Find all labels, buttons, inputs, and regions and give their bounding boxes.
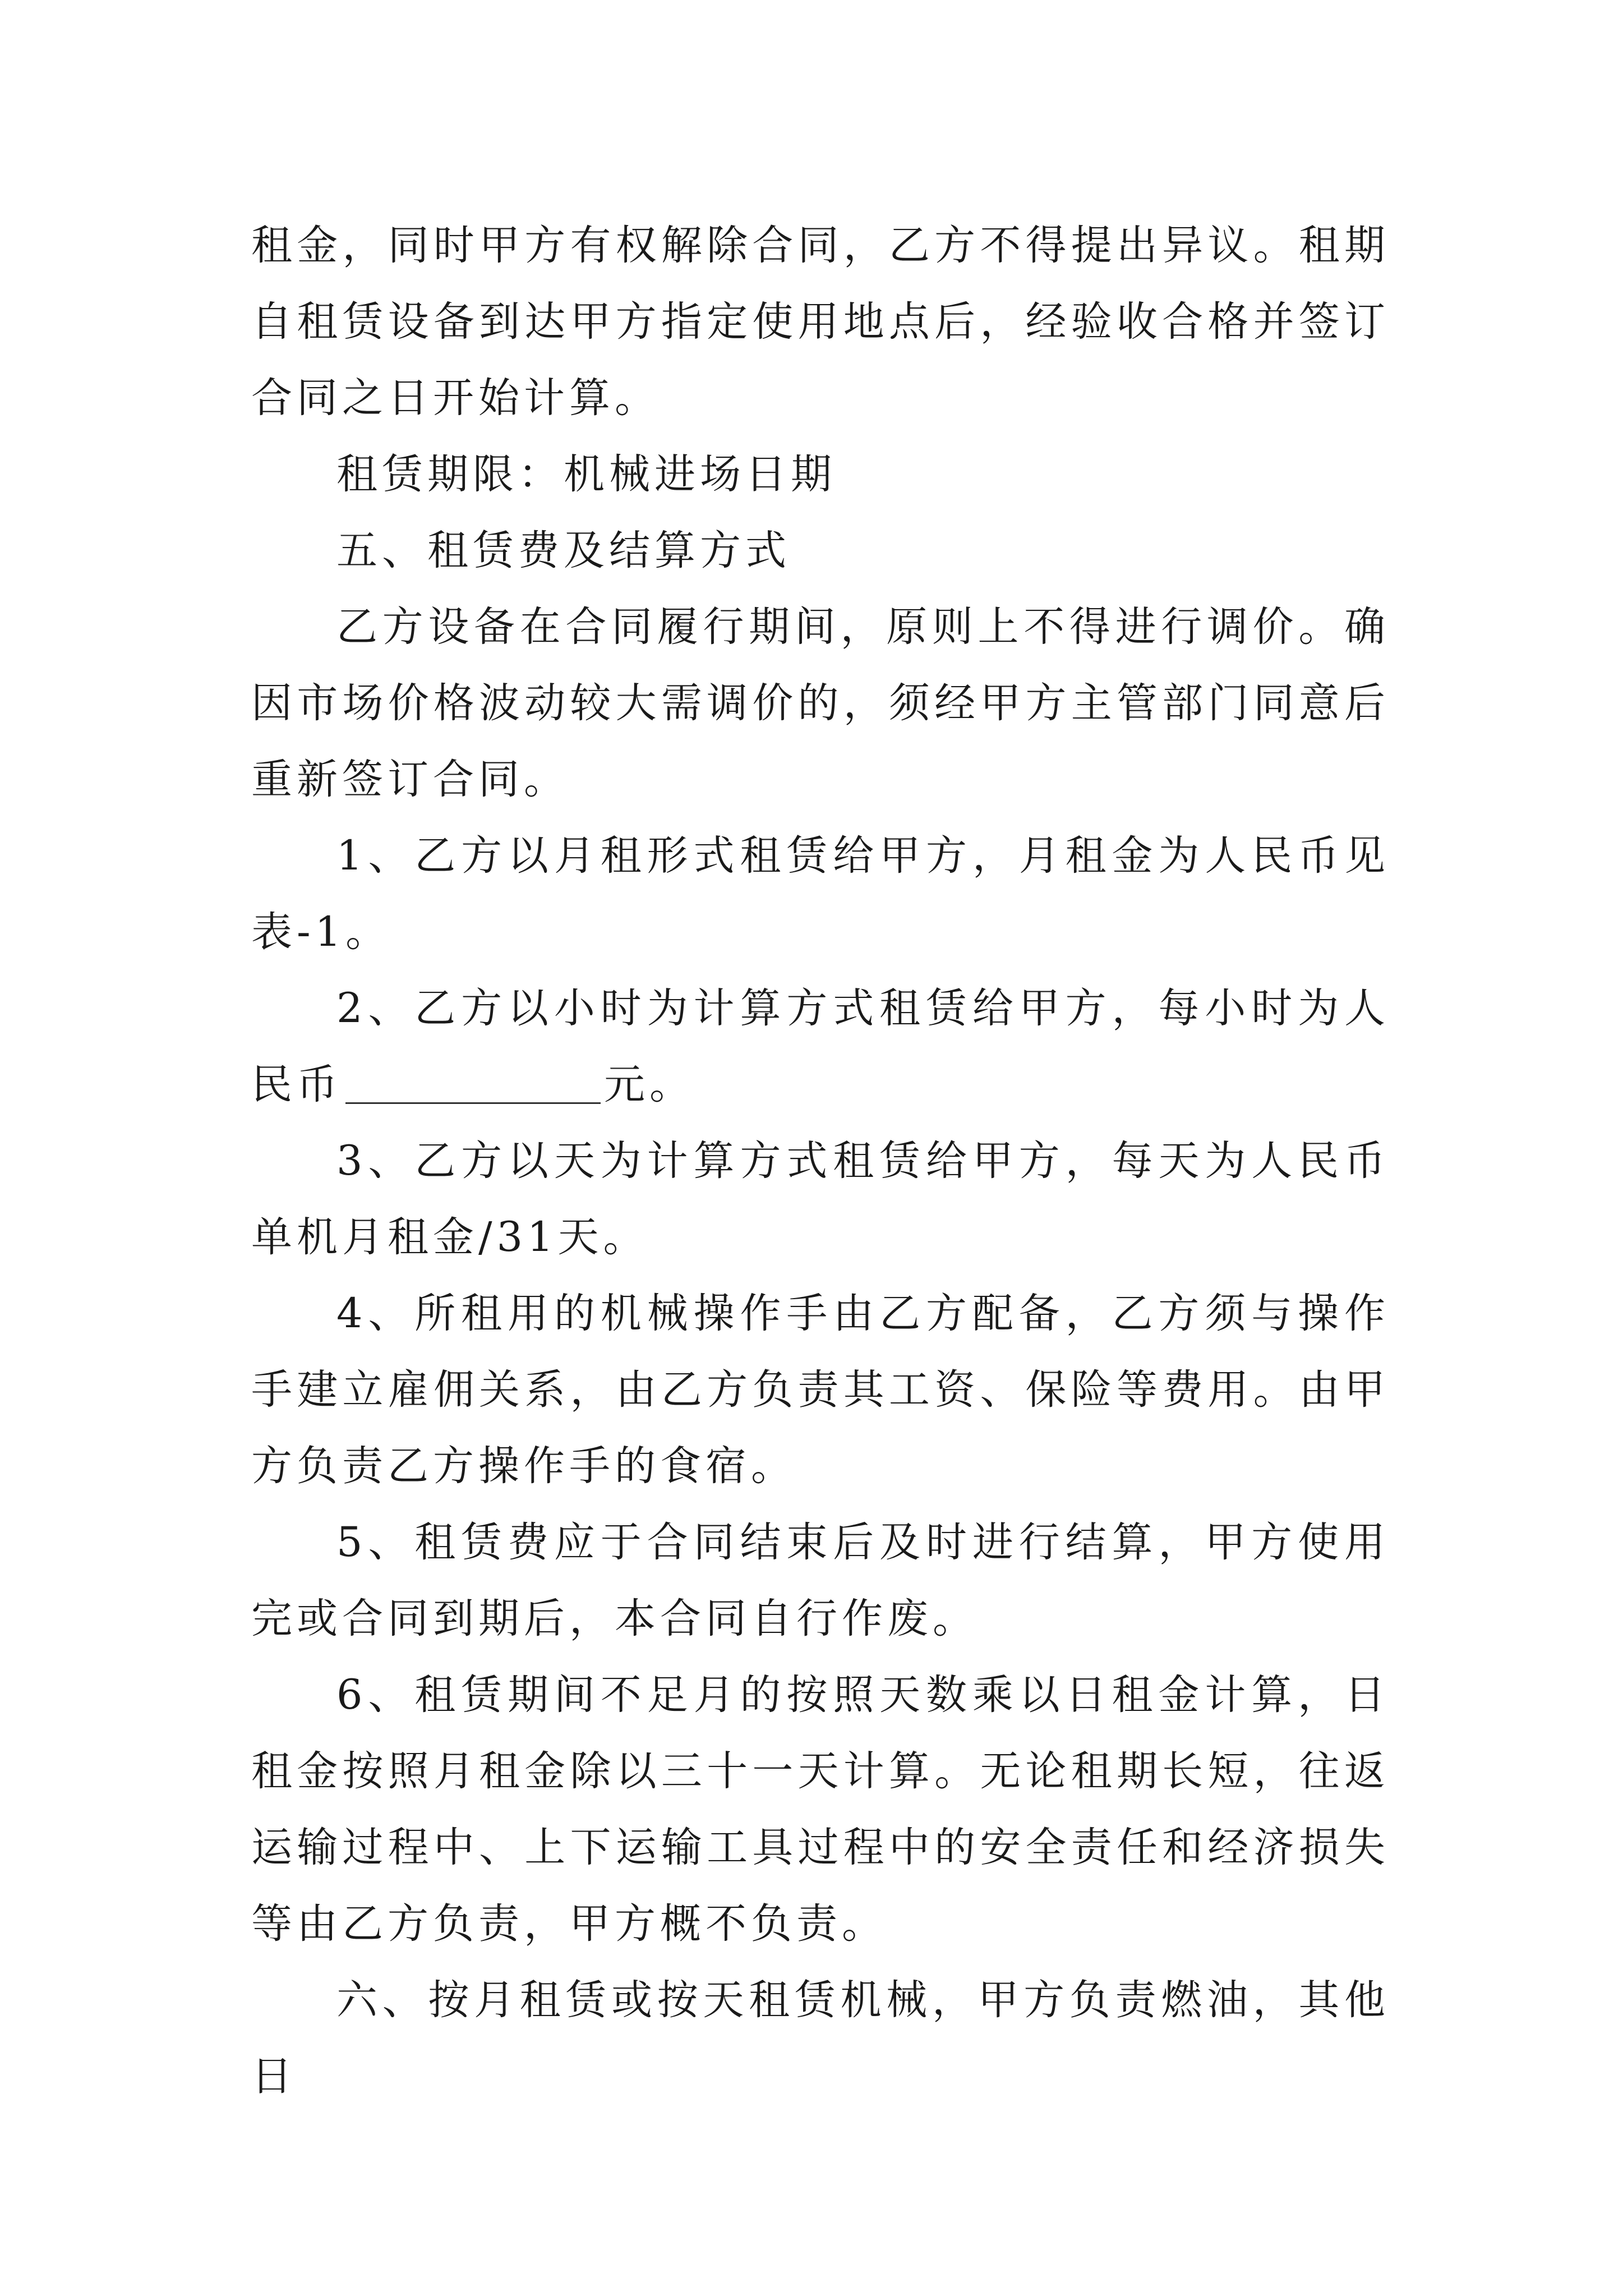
clause-2-text-before: 2、乙方以小时为计算方式租赁给甲方，每小时为人民币 — [251, 984, 1390, 1108]
clause-4-operator: 4、所租用的机械操作手由乙方配备，乙方须与操作手建立雇佣关系，由乙方负责其工资、保险等费用。由甲方负责乙方操作手的食宿。 — [251, 1290, 1390, 1490]
section-heading-fuel: 六、按月租赁或按天租赁机械，甲方负责燃油，其他日 — [251, 1976, 1390, 2100]
paragraph-price-adjustment: 乙方设备在合同履行期间，原则上不得进行调价。确因市场价格波动较大需调价的，须经甲方主管部门同意后重新签订合同。 — [251, 603, 1390, 803]
clause-6-partial-month: 6、租赁期间不足月的按照天数乘以日租金计算，日租金按照月租金除以三十一天计算。无论租期长短，往返运输过程中、上下运输工具过程中的安全责任和经济损失等由乙方负责，甲方概不负责。 — [251, 1671, 1390, 1948]
document-body — [251, 208, 1390, 2115]
clause-3-daily-rent: 3、乙方以天为计算方式租赁给甲方，每天为人民币单机月租金/31天。 — [251, 1137, 1390, 1261]
fill-in-blank-hourly-rate — [345, 1063, 601, 1104]
section-heading-fees-settlement: 五、租赁费及结算方式 — [336, 527, 791, 574]
paragraph-rent-termination: 租金，同时甲方有权解除合同，乙方不得提出异议。租期自租赁设备到达甲方指定使用地点后，经验收合格并签订合同之日开始计算。 — [251, 222, 1390, 422]
clause-1-monthly-rent: 1、乙方以月租形式租赁给甲方，月租金为人民币见表-1。 — [251, 832, 1390, 956]
clause-2-hourly-rent — [251, 970, 1390, 1123]
paragraph-lease-term: 租赁期限：机械进场日期 — [336, 450, 836, 498]
clause-5-settlement: 5、租赁费应于合同结束后及时进行结算，甲方使用完或合同到期后，本合同自行作废。 — [251, 1519, 1390, 1642]
clause-2-text-after: 元。 — [604, 1061, 695, 1108]
